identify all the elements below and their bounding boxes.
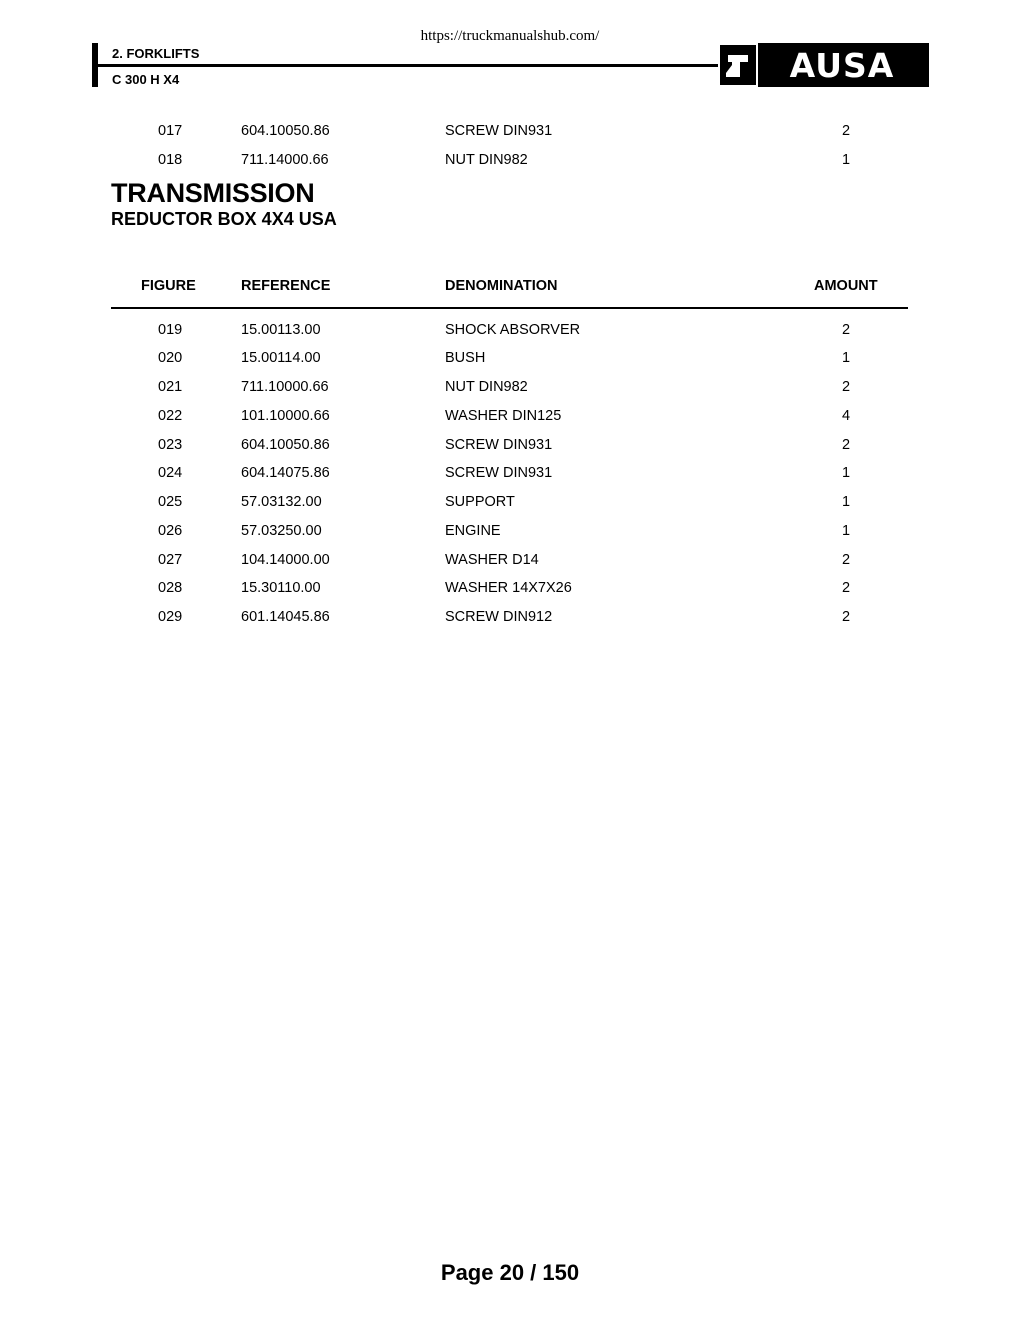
source-url[interactable]: https://truckmanualshub.com/ xyxy=(420,28,600,44)
figure-cell: 027 xyxy=(158,552,183,568)
figure-cell: 029 xyxy=(158,609,183,625)
table-row xyxy=(0,609,1020,629)
amount-cell: 2 xyxy=(841,123,851,139)
amount-cell: 2 xyxy=(841,609,851,625)
reference-cell: 711.14000.66 xyxy=(241,152,329,168)
column-header-denomination: DENOMINATION xyxy=(445,278,558,294)
amount-cell: 4 xyxy=(841,408,851,424)
table-row xyxy=(0,494,1020,514)
denomination-cell: SCREW DIN912 xyxy=(445,609,553,625)
column-header-amount: AMOUNT xyxy=(814,278,878,294)
denomination-cell: NUT DIN982 xyxy=(445,152,528,168)
figure-cell: 028 xyxy=(158,580,183,596)
amount-cell: 1 xyxy=(841,494,851,510)
amount-cell: 2 xyxy=(841,552,851,568)
amount-cell: 2 xyxy=(841,379,851,395)
amount-cell: 1 xyxy=(841,523,851,539)
figure-cell: 026 xyxy=(158,523,183,539)
table-row xyxy=(0,123,1020,143)
column-header-figure: FIGURE xyxy=(141,278,196,294)
amount-cell: 1 xyxy=(841,350,851,366)
denomination-cell: WASHER D14 xyxy=(445,552,539,568)
table-row xyxy=(0,408,1020,428)
denomination-cell: SCREW DIN931 xyxy=(445,437,553,453)
figure-cell: 019 xyxy=(158,322,183,338)
table-row xyxy=(0,552,1020,572)
denomination-cell: WASHER DIN125 xyxy=(445,408,562,424)
figure-cell: 024 xyxy=(158,465,183,481)
table-row xyxy=(0,152,1020,172)
reference-cell: 711.10000.66 xyxy=(241,379,329,395)
table-row xyxy=(0,350,1020,370)
section-subtitle: REDUCTOR BOX 4X4 USA xyxy=(111,209,337,229)
reference-cell: 104.14000.00 xyxy=(241,552,330,568)
denomination-cell: SCREW DIN931 xyxy=(445,465,553,481)
denomination-cell: BUSH xyxy=(445,350,486,366)
reference-cell: 15.00114.00 xyxy=(241,350,321,366)
figure-cell: 021 xyxy=(158,379,183,395)
section-title: TRANSMISSION xyxy=(111,178,315,208)
amount-cell: 2 xyxy=(841,322,851,338)
amount-cell: 1 xyxy=(841,152,851,168)
table-row xyxy=(0,437,1020,457)
amount-cell: 2 xyxy=(841,437,851,453)
table-header-rule xyxy=(111,307,908,309)
table-row xyxy=(0,523,1020,543)
denomination-cell: NUT DIN982 xyxy=(445,379,528,395)
header-rule xyxy=(98,64,730,67)
reference-cell: 604.14075.86 xyxy=(241,465,330,481)
reference-cell: 604.10050.86 xyxy=(241,123,330,139)
denomination-cell: WASHER 14X7X26 xyxy=(445,580,572,596)
reference-cell: 15.30110.00 xyxy=(241,580,321,596)
denomination-cell: SCREW DIN931 xyxy=(445,123,553,139)
figure-cell: 017 xyxy=(158,123,183,139)
reference-cell: 601.14045.86 xyxy=(241,609,330,625)
figure-cell: 025 xyxy=(158,494,183,510)
reference-cell: 604.10050.86 xyxy=(241,437,330,453)
figure-cell: 018 xyxy=(158,152,183,168)
table-row xyxy=(0,580,1020,600)
amount-cell: 1 xyxy=(841,465,851,481)
figure-cell: 020 xyxy=(158,350,183,366)
section-label: 2. FORKLIFTS xyxy=(112,46,200,61)
ausa-logo xyxy=(718,43,929,87)
reference-cell: 57.03132.00 xyxy=(241,494,322,510)
figure-cell: 023 xyxy=(158,437,183,453)
denomination-cell: ENGINE xyxy=(445,523,501,539)
amount-cell: 2 xyxy=(841,580,851,596)
table-row xyxy=(0,465,1020,485)
denomination-cell: SHOCK ABSORVER xyxy=(445,322,581,338)
denomination-cell: SUPPORT xyxy=(445,494,515,510)
model-label: C 300 H X4 xyxy=(112,72,180,87)
reference-cell: 101.10000.66 xyxy=(241,408,330,424)
page-number: Page 20 / 150 xyxy=(440,1260,580,1285)
reference-cell: 57.03250.00 xyxy=(241,523,322,539)
column-header-reference: REFERENCE xyxy=(241,278,331,294)
svg-text:AUSA: AUSA xyxy=(789,46,895,85)
reference-cell: 15.00113.00 xyxy=(241,322,321,338)
table-row xyxy=(0,379,1020,399)
figure-cell: 022 xyxy=(158,408,183,424)
table-row xyxy=(0,322,1020,342)
